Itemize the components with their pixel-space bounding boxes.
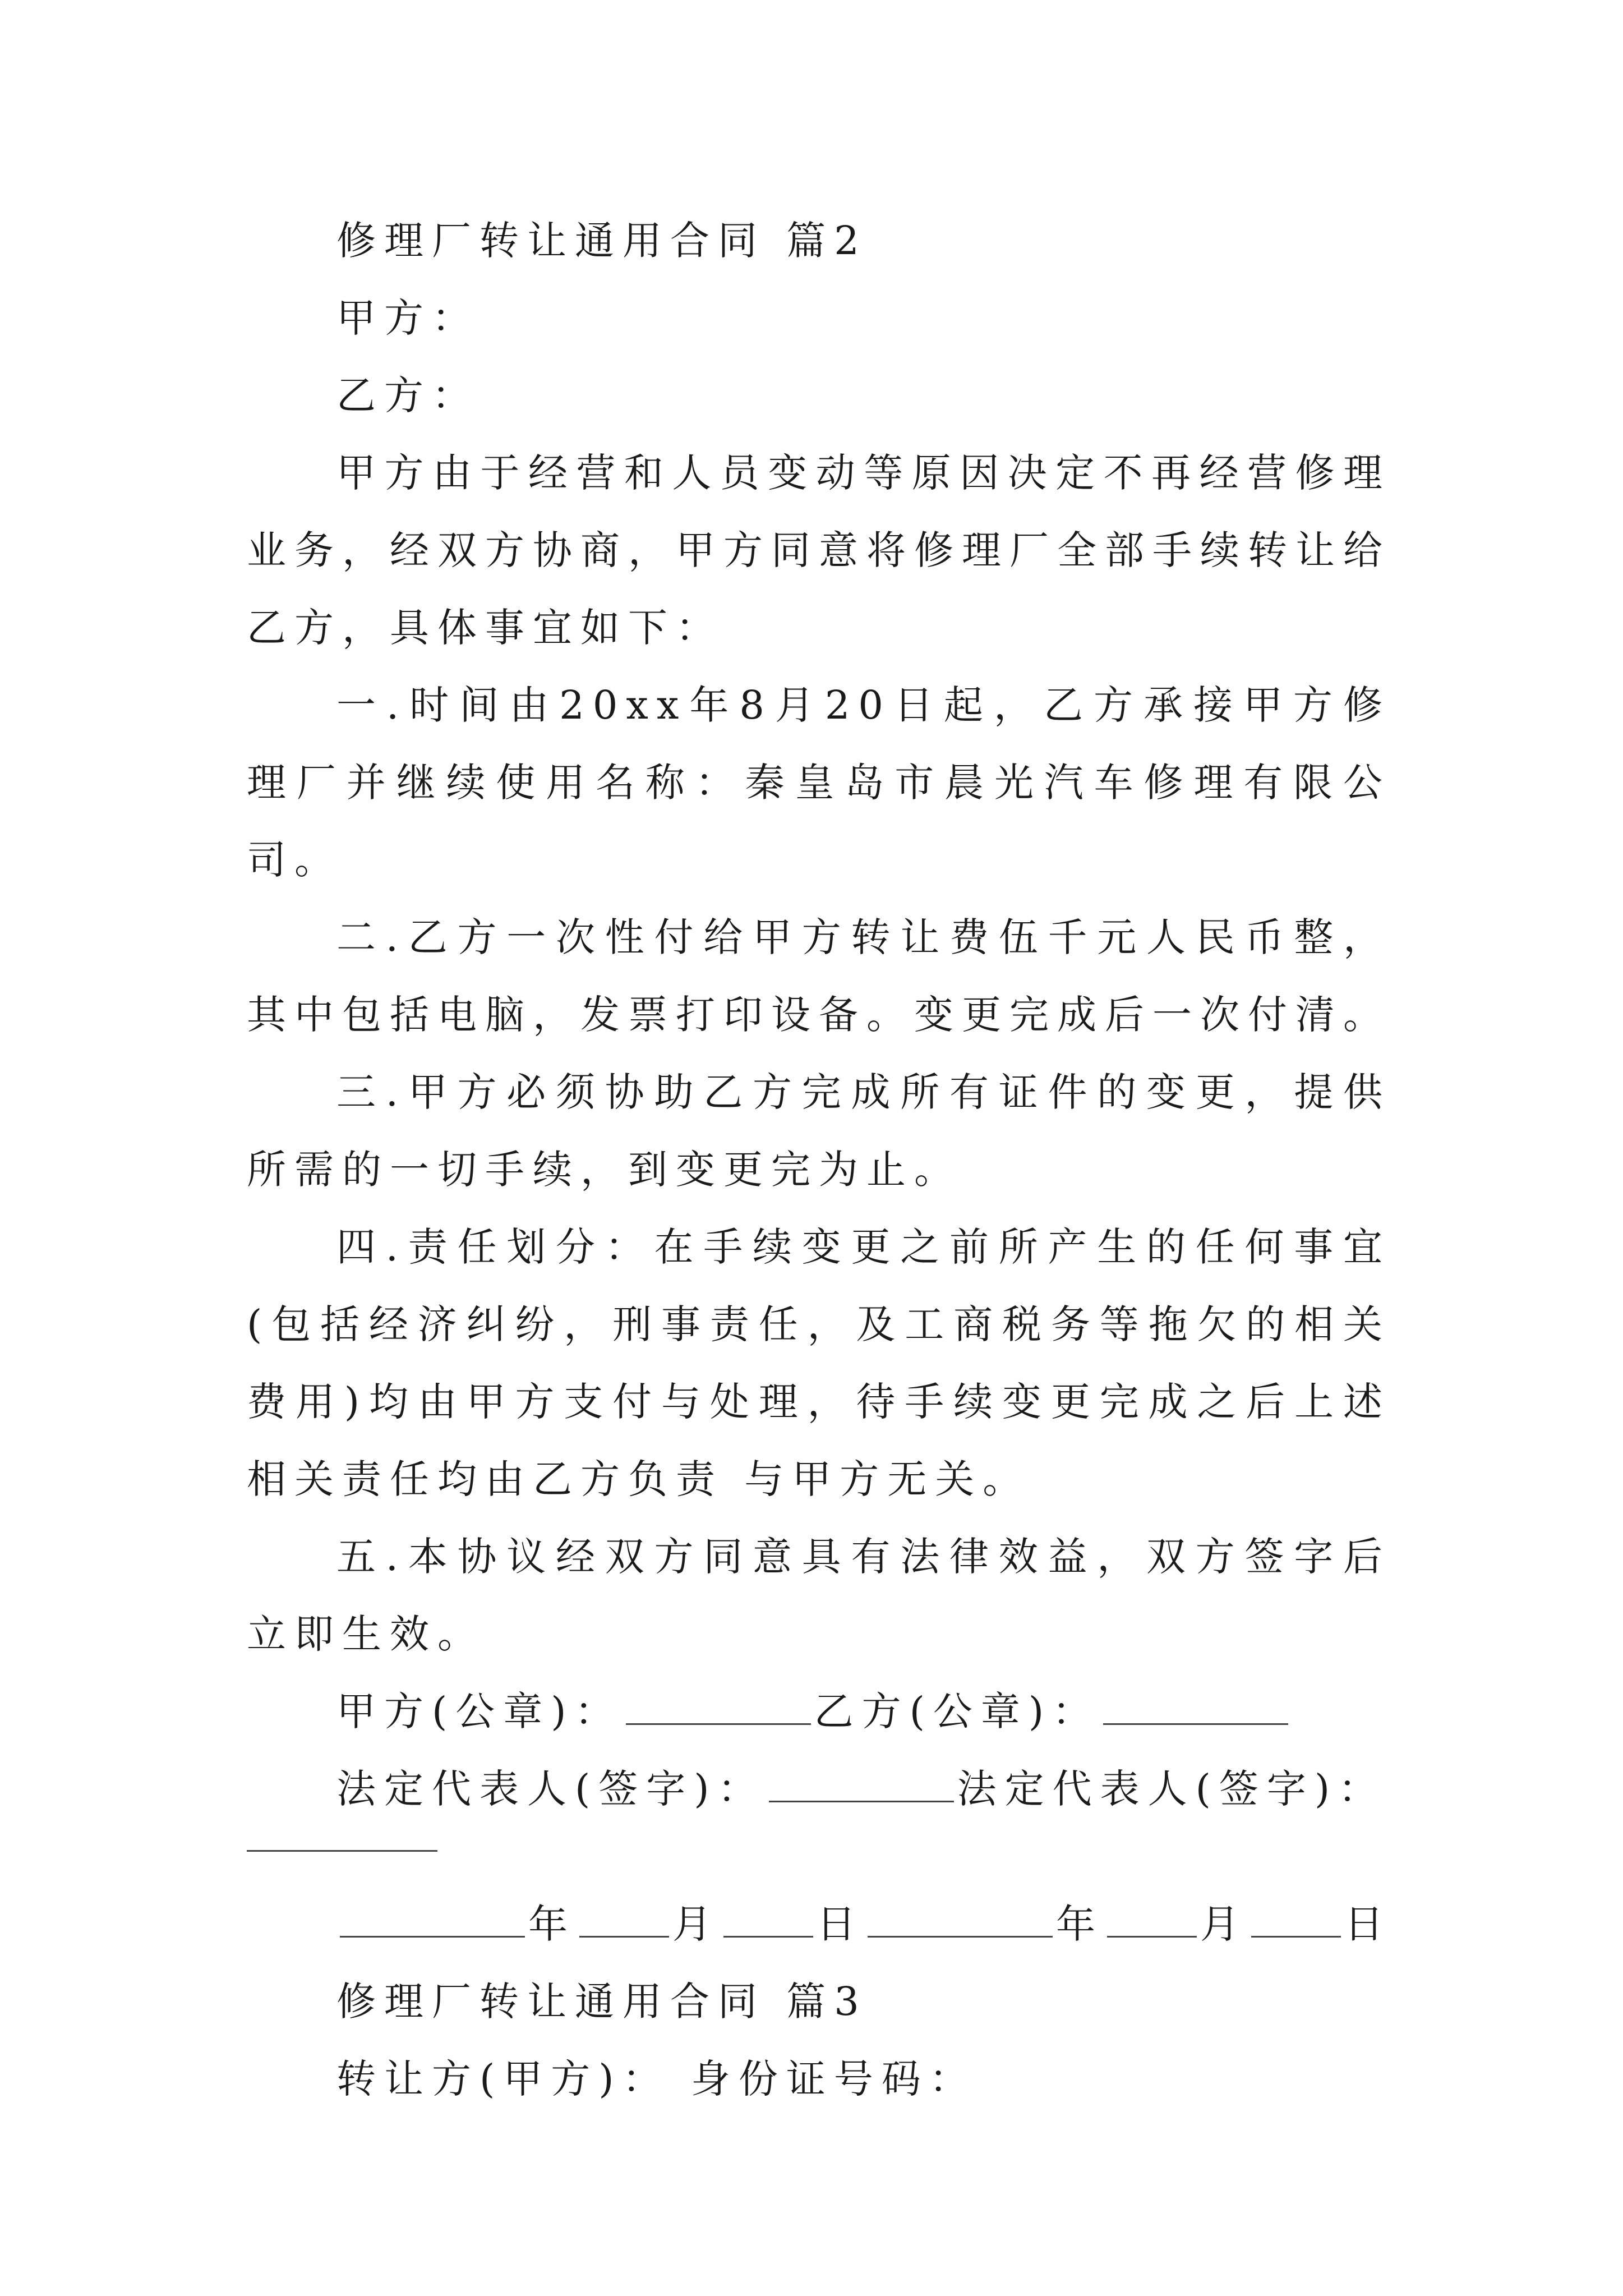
date-a-month-blank — [579, 1904, 669, 1938]
rep-a-label: 法定代表人(签字)： — [336, 1766, 766, 1812]
seal-b-label: 乙方(公章)： — [814, 1688, 1100, 1734]
date-a-day-blank — [723, 1904, 813, 1938]
date-a-year-label: 年 — [528, 1901, 576, 1947]
transferor-label: 转让方(甲方)： — [336, 2056, 670, 2102]
date-b-year-label: 年 — [1056, 1901, 1104, 1947]
transferor-row — [247, 2040, 1391, 2118]
seal-a-blank — [626, 1692, 811, 1725]
rep-b-label: 法定代表人(签字)： — [957, 1766, 1386, 1812]
date-b-month-blank — [1107, 1904, 1197, 1938]
clause-4: 四.责任划分：在手续变更之前所产生的任何事宜(包括经济纠纷，刑事责任，及工商税务等拖欠的相关费用)均由甲方支付与处理，待手续变更完成之后上述相关责任均由乙方负责 与甲方无关。 — [247, 1224, 1391, 1502]
clause-5: 五.本协议经双方同意具有法律效益，双方签字后立即生效。 — [247, 1534, 1391, 1657]
date-a-day-label: 日 — [817, 1901, 864, 1947]
id-number-label: 身份证号码： — [690, 2056, 977, 2102]
seal-b-blank — [1103, 1692, 1288, 1725]
date-a-year-blank — [340, 1904, 525, 1938]
date-b-day-blank — [1251, 1904, 1341, 1938]
seal-row — [247, 1673, 1391, 1750]
document-body — [247, 202, 1391, 2118]
clause-1: 一.时间由20xx年8月20日起，乙方承接甲方修理厂并继续使用名称：秦皇岛市晨光汽车修理有限公司。 — [247, 682, 1391, 883]
date-a-month-label: 月 — [672, 1901, 720, 1947]
clause-2: 二.乙方一次性付给甲方转让费伍千元人民币整，其中包括电脑，发票打印设备。变更完成后一次付清。 — [247, 914, 1391, 1038]
date-b-day-label: 日 — [1344, 1901, 1392, 1947]
date-b-year-blank — [868, 1904, 1053, 1938]
date-row — [247, 1885, 1391, 1963]
party-a-label: 甲方： — [336, 295, 479, 341]
section3-title: 修理厂转让通用合同 篇3 — [336, 1978, 868, 2024]
rep-a-blank — [769, 1769, 954, 1802]
section2-title: 修理厂转让通用合同 篇2 — [336, 218, 868, 264]
seal-a-label: 甲方(公章)： — [336, 1688, 623, 1734]
date-b-month-label: 月 — [1200, 1901, 1248, 1947]
clause-3: 三.甲方必须协助乙方完成所有证件的变更，提供所需的一切手续，到变更完为止。 — [247, 1069, 1391, 1193]
representative-row — [247, 1750, 1391, 1828]
rep-b-blank — [247, 1850, 437, 1852]
party-b-label: 乙方： — [336, 372, 479, 418]
intro-paragraph: 甲方由于经营和人员变动等原因决定不再经营修理业务，经双方协商，甲方同意将修理厂全部手续转让给乙方，具体事宜如下： — [247, 450, 1391, 651]
